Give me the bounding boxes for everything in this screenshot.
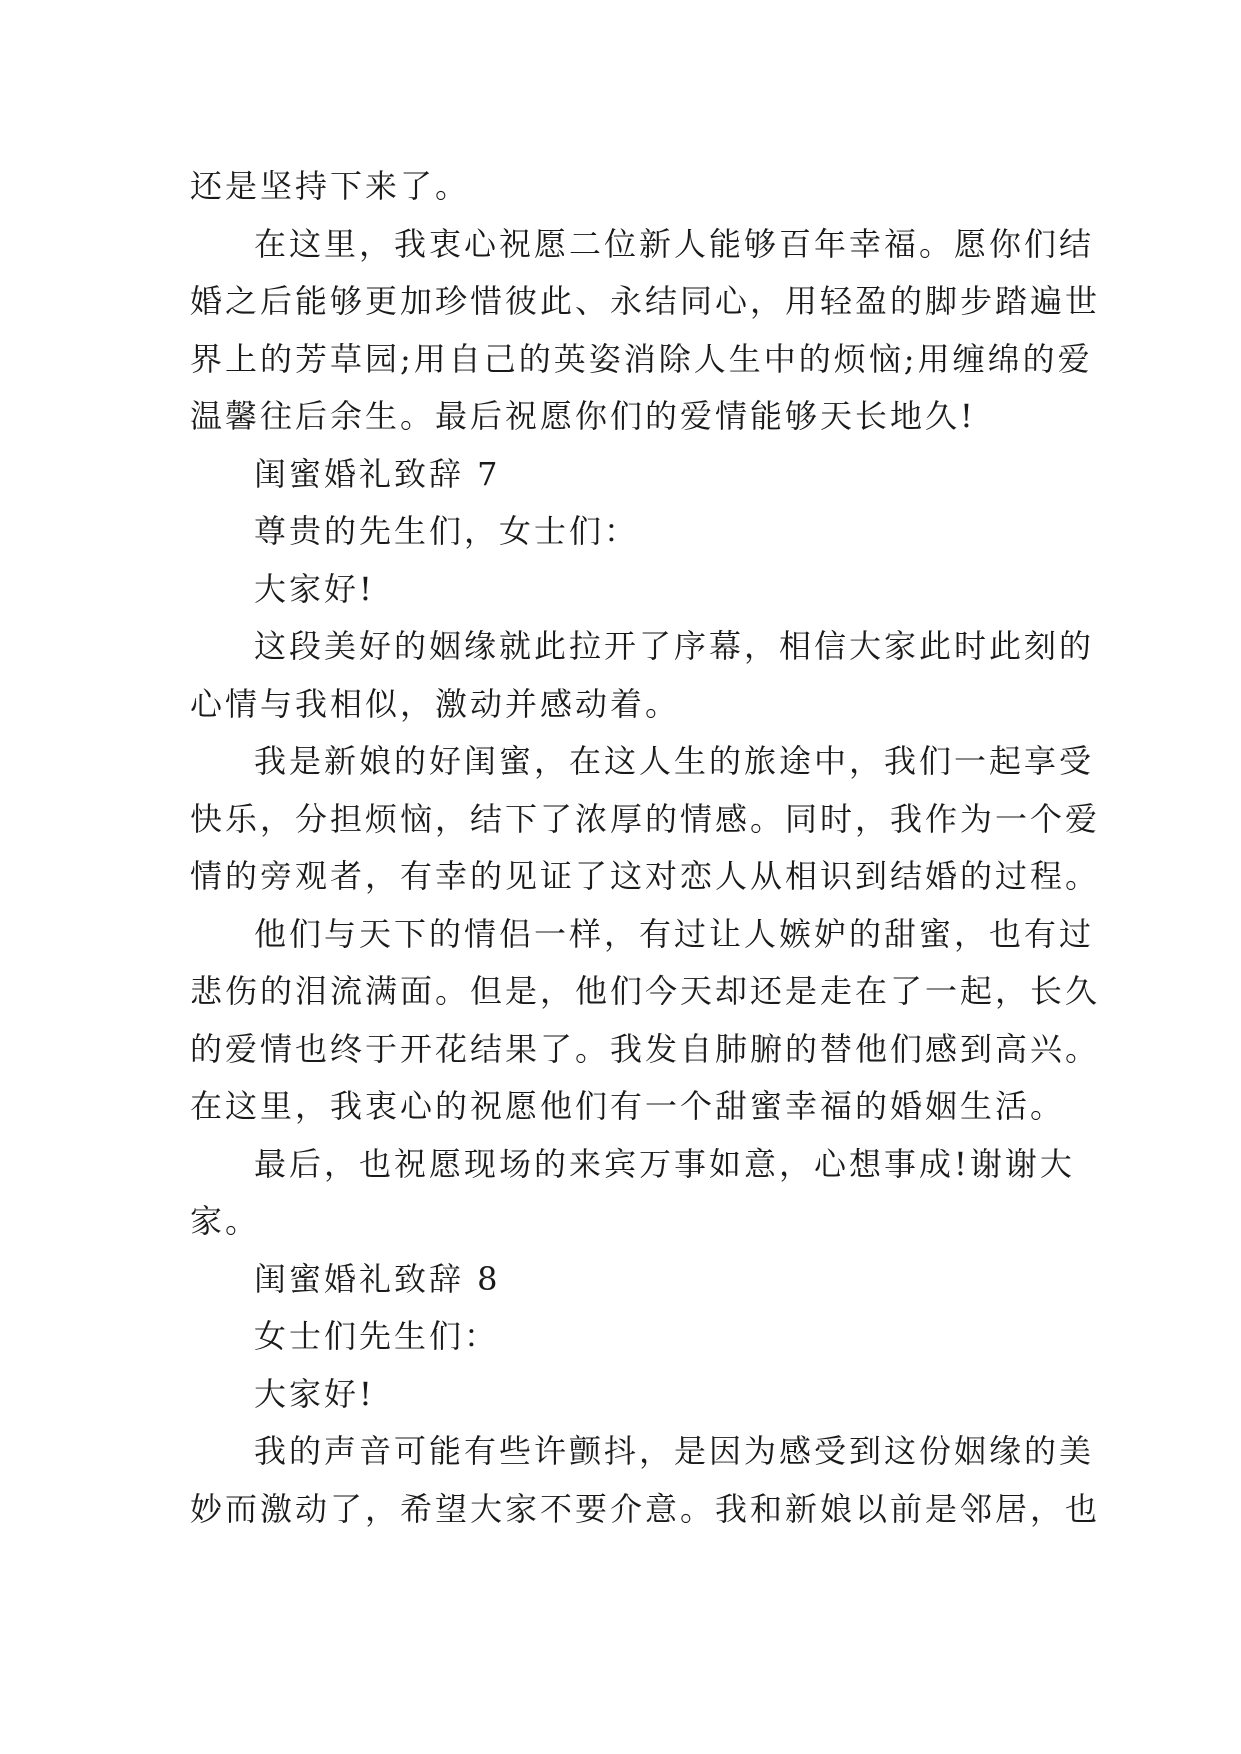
text-line: 女士们先生们： [254, 1317, 500, 1355]
text-line: 大家好! [254, 1374, 375, 1413]
text-line: 界上的芳草园;用自己的英姿消除人生中的烦恼;用缠绵的爱 [190, 339, 1093, 378]
greeting [190, 561, 1050, 619]
paragraph [190, 216, 1101, 446]
text-line: 闺蜜婚礼致辞 8 [254, 1259, 501, 1298]
text-line: 我的声音可能有些许颤抖，是因为感受到这份姻缘的美 [254, 1432, 1095, 1470]
text-line: 在这里，我衷心的祝愿他们有一个甜蜜幸福的婚姻生活。 [190, 1087, 1066, 1125]
text-line: 闺蜜婚礼致辞 7 [254, 454, 501, 493]
paragraph [190, 1423, 1101, 1538]
document-body [190, 158, 1101, 1538]
text-line: 在这里，我衷心祝愿二位新人能够百年幸福。愿你们结 [254, 224, 1095, 263]
text-line: 婚之后能够更加珍惜彼此、永结同心，用轻盈的脚步踏遍世 [190, 282, 1101, 320]
salutation [190, 503, 1050, 561]
paragraph [190, 733, 1101, 906]
text-line: 温馨往后余生。最后祝愿你们的爱情能够天长地久! [190, 397, 976, 435]
greeting [190, 1366, 1050, 1424]
text-line: 的爱情也终于开花结果了。我发自肺腑的替他们感到高兴。 [190, 1029, 1101, 1068]
paragraph [190, 906, 1101, 1136]
text-line: 这段美好的姻缘就此拉开了序幕，相信大家此时此刻的 [254, 627, 1095, 665]
text-line: 大家好! [254, 569, 375, 608]
text-line: 快乐，分担烦恼，结下了浓厚的情感。同时，我作为一个爱 [190, 799, 1101, 838]
text-line: 心情与我相似，激动并感动着。 [190, 684, 681, 723]
paragraph [190, 158, 1050, 216]
text-line: 尊贵的先生们，女士们： [254, 512, 640, 550]
text-line: 悲伤的泪流满面。但是，他们今天却还是走在了一起，长久 [190, 972, 1101, 1010]
text-line: 我是新娘的好闺蜜，在这人生的旅途中，我们一起享受 [254, 742, 1095, 780]
section-heading [190, 1251, 1050, 1309]
section-heading [190, 446, 1050, 504]
text-line: 情的旁观者，有幸的见证了这对恋人从相识到结婚的过程。 [190, 857, 1101, 895]
text-line: 妙而激动了，希望大家不要介意。我和新娘以前是邻居，也 [190, 1489, 1101, 1528]
text-line: 家。 [190, 1202, 261, 1240]
text-line: 他们与天下的情侣一样，有过让人嫉妒的甜蜜，也有过 [254, 914, 1095, 953]
paragraph [190, 618, 1095, 733]
paragraph [190, 1136, 1075, 1251]
text-line: 最后，也祝愿现场的来宾万事如意，心想事成!谢谢大 [254, 1144, 1075, 1183]
text-line: 还是坚持下来了。 [190, 167, 471, 205]
salutation [190, 1308, 1050, 1366]
